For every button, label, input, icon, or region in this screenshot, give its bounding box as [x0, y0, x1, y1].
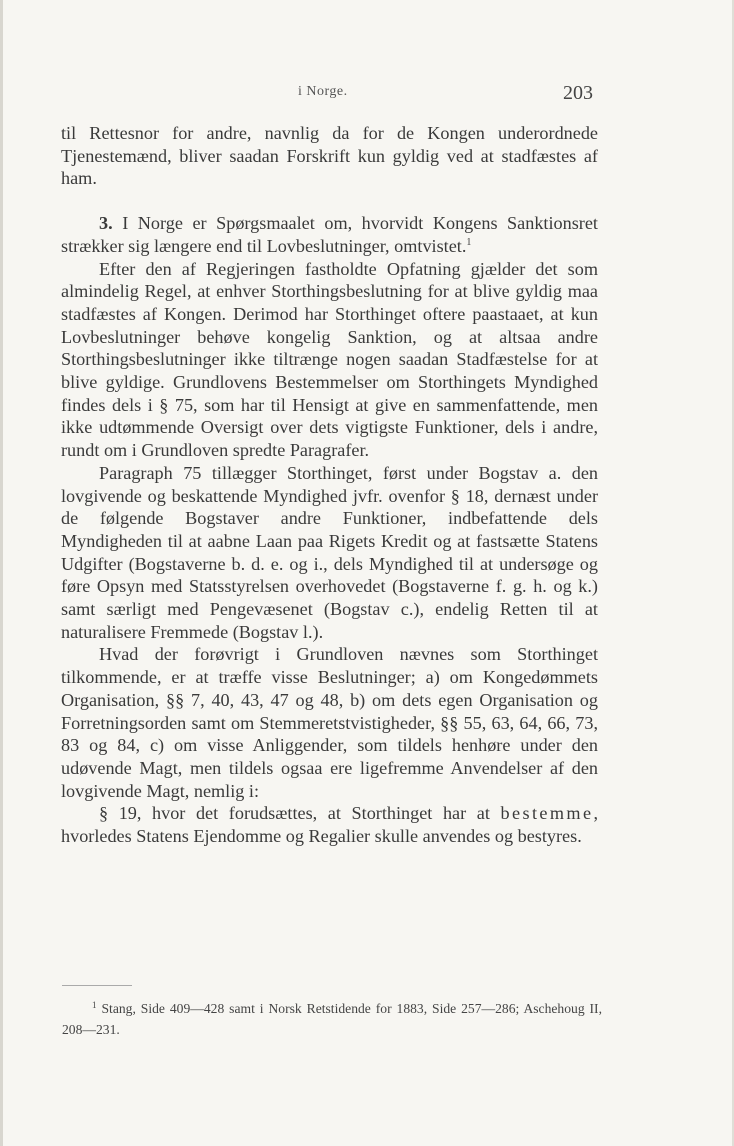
page-header: [0, 84, 734, 108]
paragraph-grundloven: Hvad der forøvrigt i Grundloven nævnes som Storthinget tilkommende, er at træffe visse Beslutninger; a) om Kongedømmets Organisation, §§ 7, 40, 43, 47 og 48, b) om dets egen Organisation og Forretningsorden samt om Stemmeretstvistigheder, §§ 55, 63, 64, 66, 73, 83 og 84, c) om visse Anliggender, som tildels henhøre under den udøvende Magt, men tildels ogsaa ere ligefremme Anvendelser af den lovgivende Magt, nemlig i:: [61, 644, 598, 801]
section-number: 3.: [99, 213, 113, 234]
paragraph-regjeringen: Efter den af Regjeringen fastholdte Opfatning gjælder det som almindelig Regel, at enhver Storthingsbeslutning for at blive gyldig maa stadfæstes af Kongen. Derimod har Storthinget oftere paastaaet, at kun Lovbeslutninger behøve kongelig Sanktion, og at altsaa andre Storthingsbeslutninger ikke tiltrænge nogen saadan Stadfæstelse for at blive gyldige. Grundlovens Bestemmelser om Storthingets Myndighed findes dels i § 75, som har til Hensigt at give en sammenfattende, men ikke udtømmende Oversigt over dets vigtigste Funktioner, dels i andre, rundt om i Grundloven spredte Paragrafer.: [61, 258, 598, 461]
paragraph-section-3: [61, 212, 598, 257]
body-text: [61, 122, 598, 848]
paragraph-19-start: § 19, hvor det forudsættes, at Storthinget har at: [99, 803, 490, 824]
page-number: 203: [563, 82, 593, 104]
section-3-text: I Norge er Spørgsmaalet om, hvorvidt Kongens Sanktionsret strækker sig længere end til Lovbeslutninger, omtvistet.: [61, 213, 598, 256]
running-title: i Norge.: [298, 84, 348, 99]
footnote-mark: 1: [92, 1000, 97, 1010]
footnote-text: Stang, Side 409—428 samt i Norsk Retstidende for 1883, Side 257—286; Aschehoug II, 208—231.: [62, 1001, 602, 1037]
footnote-rule: [62, 985, 132, 986]
footnote-reference: 1: [466, 236, 472, 248]
page-left-edge: [0, 0, 3, 1146]
paragraph-19-end: , hvorledes Statens Ejendomme og Regalier skulle anvendes og bestyres.: [61, 803, 598, 847]
paragraph-continuation: til Rettesnor for andre, navnlig da for de Kongen underordnede Tjenestemænd, bliver saadan Forskrift kun gyldig ved at stadfæstes af ham.: [61, 123, 598, 189]
emphasized-word: bestemme: [500, 803, 594, 824]
footnote: [62, 995, 602, 1040]
paragraph-19: [61, 802, 598, 847]
paragraph-75: Paragraph 75 tillægger Storthinget, først under Bogstav a. den lovgivende og beskattende Myndighed jvfr. ovenfor § 18, dernæst under de følgende Bogstaver andre Funktioner, indbefattende dels Myndigheden til at aabne Laan paa Rigets Kredit og at fastsætte Statens Udgifter (Bogstaverne b. d. e. og i., dels Myndighed til at undersøge og føre Opsyn med Statsstyrelsen overhovedet (Bogstaverne f. g. h. og k.) samt særligt med Pengevæsenet (Bogstav c.), endelig Retten til at naturalisere Fremmede (Bogstav l.).: [61, 462, 598, 642]
